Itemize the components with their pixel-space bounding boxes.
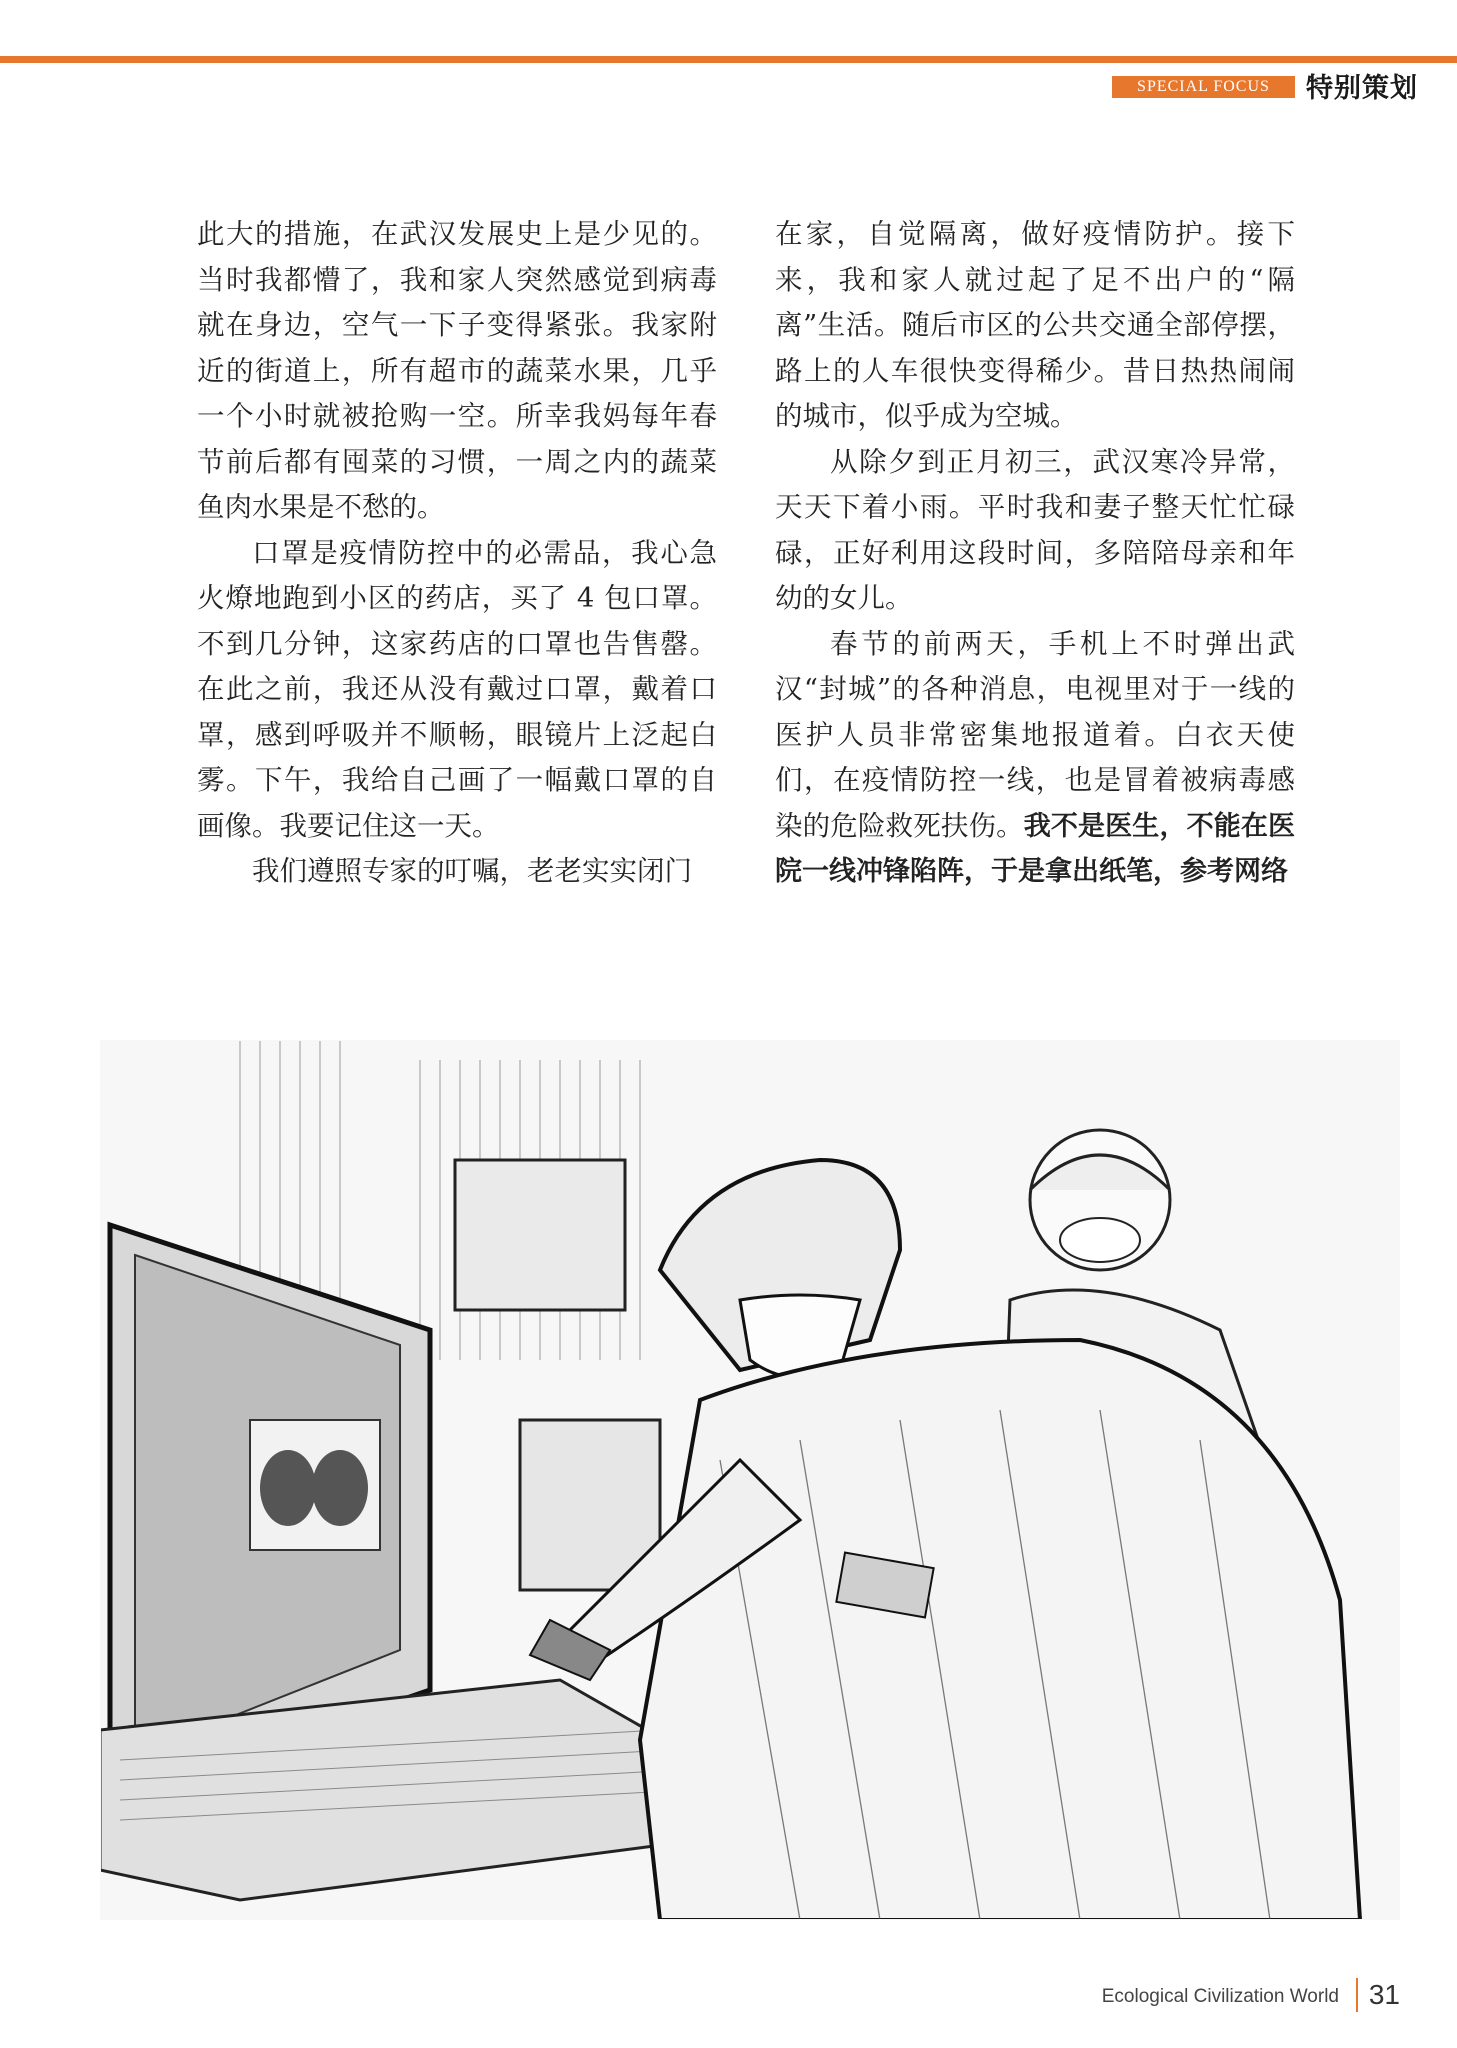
footer-separator (1356, 1978, 1358, 2012)
paragraph: 口罩是疫情防控中的必需品，我心急火燎地跑到小区的药店，买了 4 包口罩。不到几分钟，这家药店的口罩也告售罄。在此之前，我还从没有戴过口罩，戴着口罩，感到呼吸并不顺畅，眼镜片上泛起白雾。下午，我给自己画了一幅戴口罩的自画像。我要记住这一天。 (197, 536, 717, 842)
paragraph (775, 622, 1295, 895)
header-rule (0, 56, 1457, 63)
section-title: 特别策划 (1306, 73, 1418, 104)
paragraph-bold-text: 我不是医生，不能在医院一线冲锋陷阵，于是拿出纸笔，参考网络 (775, 810, 1295, 887)
page-number: 31 (1368, 1979, 1400, 2010)
article-right-column (775, 212, 1295, 895)
article-left-column (197, 212, 717, 895)
paragraph: 我们遵照专家的叮嘱，老老实实闭门 (252, 855, 692, 887)
paragraph-text: 春节的前两天，手机上不时弹出武汉“封城”的各种消息，电视里对于一线的医护人员非常密集地报道着。白衣天使们，在疫情防控一线，也是冒着被病毒感染的危险救死扶伤。 (775, 627, 1295, 842)
illustration-medical-workers (100, 1040, 1400, 1920)
paragraph: 在家，自觉隔离，做好疫情防护。接下来，我和家人就过起了足不出户的“隔离”生活。随后市区的公共交通全部停摆，路上的人车很快变得稀少。昔日热热闹闹的城市，似乎成为空城。 (775, 218, 1295, 432)
section-label: SPECIAL FOCUS (1112, 76, 1295, 98)
footer-magazine-name: Ecological Civilization World (1101, 1986, 1339, 2007)
paragraph: 从除夕到正月初三，武汉寒冷异常，天天下着小雨。平时我和妻子整天忙忙碌碌，正好利用这段时间，多陪陪母亲和年幼的女儿。 (775, 445, 1295, 614)
paragraph: 此大的措施，在武汉发展史上是少见的。当时我都懵了，我和家人突然感觉到病毒就在身边，空气一下子变得紧张。我家附近的街道上，所有超市的蔬菜水果，几乎一个小时就被抢购一空。所幸我妈每年春节前后都有囤菜的习惯，一周之内的蔬菜鱼肉水果是不愁的。 (197, 218, 717, 523)
